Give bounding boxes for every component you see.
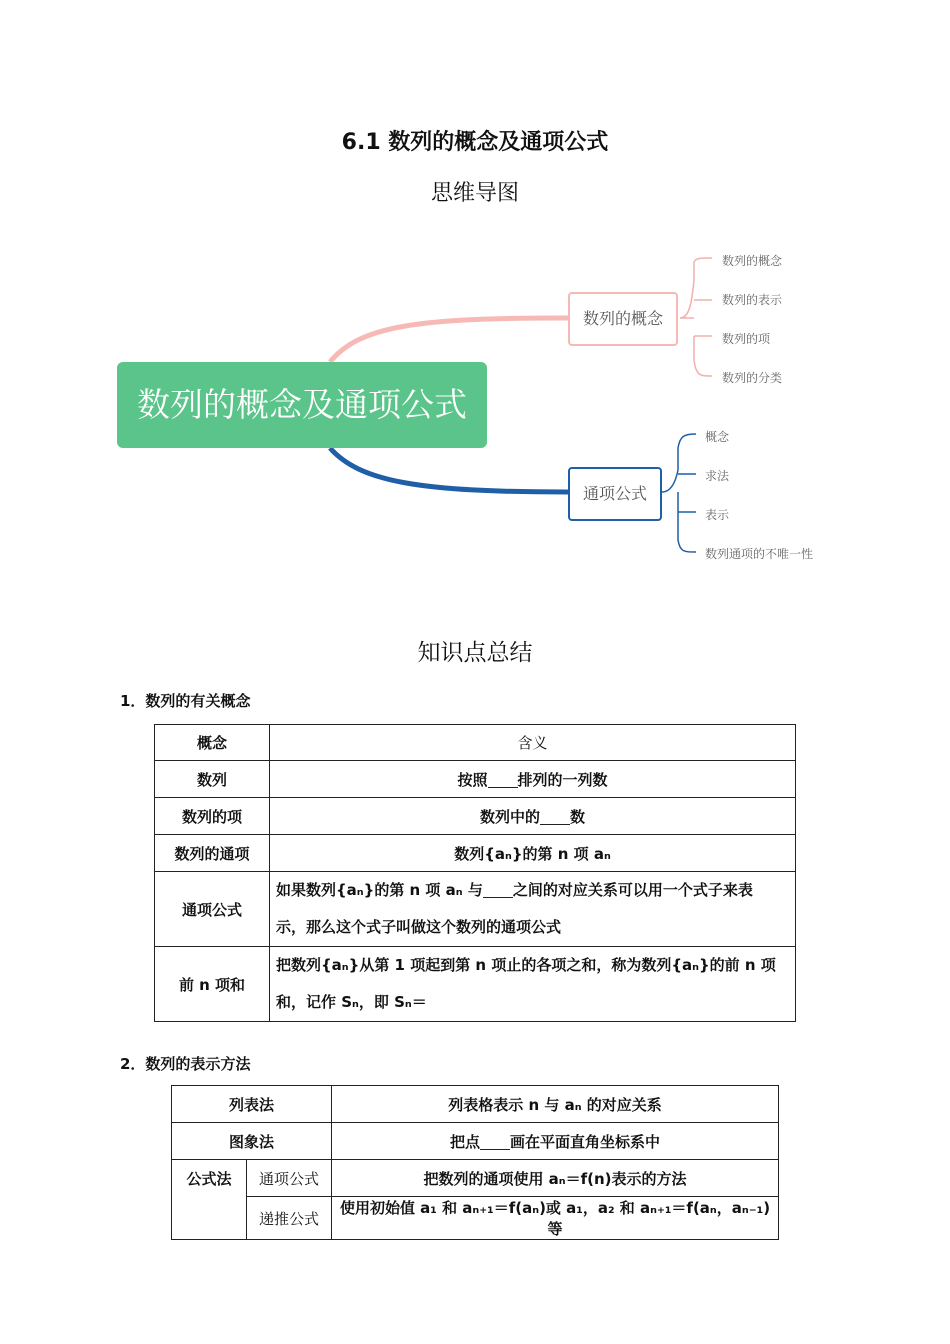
row-subname: 通项公式 [247,1160,332,1197]
summary-heading: 知识点总结 [417,640,533,666]
mindmap-leaf: 表示 [705,508,730,522]
mindmap-heading: 思维导图 [430,181,519,206]
mindmap-branch-formula: 通项公式 [568,467,662,521]
row-name: 图象法 [172,1123,332,1160]
section1-heading: 1．数列的有关概念 [120,692,251,710]
table-header-meaning: 含义 [270,725,796,761]
row-name: 公式法 [172,1160,247,1240]
row-meaning: 使用初始值 a₁ 和 aₙ₊₁＝f(aₙ)或 a₁，a₂ 和 aₙ₊₁＝f(aₙ，aₙ₋₁)等 [332,1197,779,1240]
row-name: 数列的通项 [155,835,270,872]
mindmap-leaf: 求法 [705,469,730,483]
mindmap-connectors [0,0,950,600]
row-meaning: 数列中的 数 [270,798,796,835]
section2-heading: 2．数列的表示方法 [120,1055,251,1073]
page-title: 6.1 数列的概念及通项公式 [341,130,609,155]
branch1-connector [330,318,568,362]
row-name: 通项公式 [155,872,270,947]
row-name: 数列 [155,761,270,798]
branch1-bracket [680,258,712,376]
mindmap-leaf: 数列通项的不唯一性 [705,547,814,561]
row-meaning: 按照 排列的一列数 [270,761,796,798]
row-name: 数列的项 [155,798,270,835]
row-meaning: 数列{aₙ}的第 n 项 aₙ [270,835,796,872]
mindmap-central-node: 数列的概念及通项公式 [117,362,487,448]
row-name: 前 n 项和 [155,947,270,1022]
mindmap-leaf: 数列的概念 [722,254,783,268]
branch2-bracket [662,434,696,552]
row-meaning: 把数列{aₙ}从第 1 项起到第 n 项止的各项之和，称为数列{aₙ}的前 n 项 和，记作 Sₙ，即 Sₙ＝ [270,947,796,1022]
branch2-connector [330,448,568,492]
mindmap-leaf: 概念 [705,430,730,444]
row-name: 列表法 [172,1086,332,1123]
row-meaning: 如果数列{aₙ}的第 n 项 aₙ 与 之间的对应关系可以用一个式子来表 示，那么这个式子叫做这个数列的通项公式 [270,872,796,947]
mindmap-branch-concept: 数列的概念 [568,292,678,346]
mindmap-leaf: 数列的分类 [722,371,783,385]
row-meaning: 把数列的通项使用 aₙ＝f(n)表示的方法 [332,1160,779,1197]
mindmap-leaf: 数列的表示 [722,293,783,307]
row-meaning: 列表格表示 n 与 aₙ 的对应关系 [332,1086,779,1123]
table-header-concept: 概念 [155,725,270,761]
row-subname: 递推公式 [247,1197,332,1240]
row-meaning: 把点 画在平面直角坐标系中 [332,1123,779,1160]
representation-table [171,1085,779,1240]
concept-table [154,724,796,1022]
mindmap-leaf: 数列的项 [722,332,771,346]
